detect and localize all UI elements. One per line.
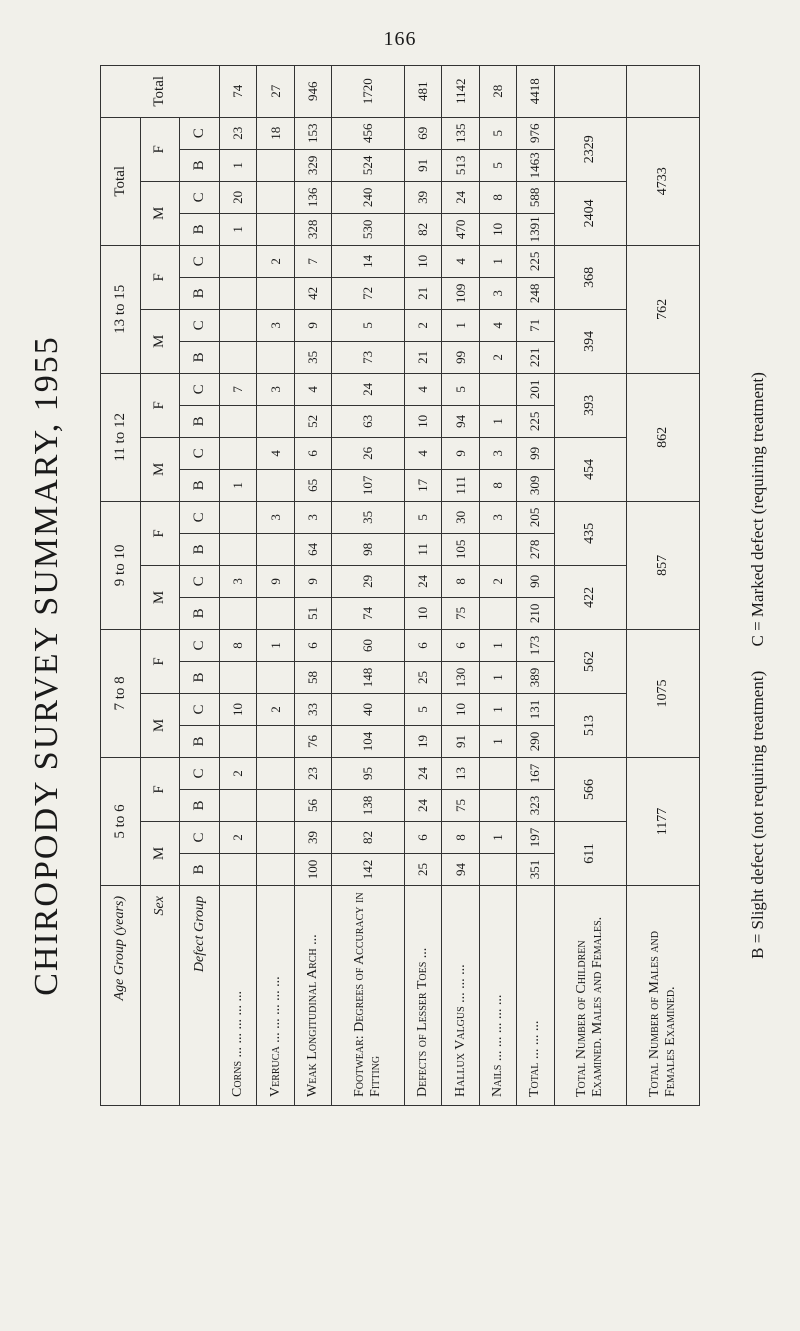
value-cell: 3 xyxy=(479,437,516,469)
row-label: Verruca ... ... ... ... ... xyxy=(257,886,294,1106)
sex-header: Sex xyxy=(140,886,180,1106)
value-cell: 8 xyxy=(219,629,256,661)
empty-cell xyxy=(554,65,627,117)
value-cell: 6 xyxy=(404,822,441,854)
defect-cell: B xyxy=(180,533,220,565)
defect-cell: C xyxy=(180,565,220,597)
value-cell: 201 xyxy=(517,373,554,405)
sex-cell: M xyxy=(140,822,180,886)
legend xyxy=(748,0,768,1331)
value-cell: 328 xyxy=(294,213,331,245)
row-label: Weak Longitudinal Arch ... xyxy=(294,886,331,1106)
value-cell xyxy=(257,597,294,629)
value-cell: 10 xyxy=(404,597,441,629)
value-cell: 3 xyxy=(479,501,516,533)
age-total-cell: 4733 xyxy=(627,117,700,245)
defect-group-header: Defect Group xyxy=(180,886,220,1106)
value-cell: 530 xyxy=(332,213,405,245)
value-cell: 9 xyxy=(294,565,331,597)
value-cell: 52 xyxy=(294,405,331,437)
value-cell: 100 xyxy=(294,854,331,886)
total-cell: 27 xyxy=(257,65,294,117)
value-cell xyxy=(257,213,294,245)
value-cell xyxy=(257,822,294,854)
value-cell: 23 xyxy=(219,117,256,149)
value-cell: 456 xyxy=(332,117,405,149)
sex-cell: M xyxy=(140,437,180,501)
defect-cell: C xyxy=(180,245,220,277)
value-cell: 10 xyxy=(442,693,479,725)
value-cell: 91 xyxy=(442,725,479,757)
value-cell xyxy=(219,533,256,565)
row-label: Total ... ... ... xyxy=(517,886,554,1106)
value-cell: 13 xyxy=(442,757,479,789)
value-cell: 91 xyxy=(404,149,441,181)
value-cell: 1 xyxy=(479,405,516,437)
value-cell: 94 xyxy=(442,854,479,886)
defect-cell: B xyxy=(180,469,220,501)
legend-marked-defect: C = Marked defect (requiring treatment) xyxy=(748,372,767,647)
defect-cell: C xyxy=(180,693,220,725)
value-cell: 73 xyxy=(332,341,405,373)
value-cell: 4 xyxy=(257,437,294,469)
value-cell xyxy=(219,341,256,373)
value-cell: 69 xyxy=(404,117,441,149)
value-cell: 56 xyxy=(294,790,331,822)
value-cell: 1 xyxy=(442,309,479,341)
age-total-cell: 1075 xyxy=(627,629,700,757)
value-cell xyxy=(219,437,256,469)
value-cell: 1 xyxy=(479,245,516,277)
value-cell: 5 xyxy=(332,309,405,341)
sex-total-cell: 454 xyxy=(554,437,627,501)
value-cell: 21 xyxy=(404,341,441,373)
value-cell: 82 xyxy=(404,213,441,245)
value-cell: 205 xyxy=(517,501,554,533)
value-cell xyxy=(219,790,256,822)
value-cell: 19 xyxy=(404,725,441,757)
value-cell: 4 xyxy=(442,245,479,277)
value-cell: 976 xyxy=(517,117,554,149)
age-total-cell: 857 xyxy=(627,501,700,629)
value-cell: 3 xyxy=(257,373,294,405)
value-cell: 5 xyxy=(404,693,441,725)
legend-slight-defect: B = Slight defect (not requiring treatment) xyxy=(748,670,767,959)
data-row xyxy=(332,65,405,1105)
header-sex-row xyxy=(140,65,180,1105)
total-cell: 481 xyxy=(404,65,441,117)
value-cell: 1 xyxy=(479,693,516,725)
value-cell: 389 xyxy=(517,661,554,693)
value-cell xyxy=(219,245,256,277)
value-cell: 94 xyxy=(442,405,479,437)
sex-total-cell: 611 xyxy=(554,822,627,886)
age-group-header: Age Group (years) xyxy=(101,886,141,1106)
value-cell: 148 xyxy=(332,661,405,693)
value-cell: 10 xyxy=(479,213,516,245)
value-cell: 39 xyxy=(294,822,331,854)
row-label: Hallux Valgus ... ... ... xyxy=(442,886,479,1106)
value-cell: 1 xyxy=(479,725,516,757)
value-cell: 33 xyxy=(294,693,331,725)
value-cell: 3 xyxy=(479,277,516,309)
value-cell: 35 xyxy=(332,501,405,533)
value-cell: 142 xyxy=(332,854,405,886)
value-cell: 42 xyxy=(294,277,331,309)
value-cell: 99 xyxy=(442,341,479,373)
value-cell: 76 xyxy=(294,725,331,757)
defect-cell: C xyxy=(180,822,220,854)
value-cell xyxy=(219,405,256,437)
value-cell: 29 xyxy=(332,565,405,597)
value-cell: 74 xyxy=(332,597,405,629)
total-cell: 74 xyxy=(219,65,256,117)
value-cell: 82 xyxy=(332,822,405,854)
value-cell: 6 xyxy=(442,629,479,661)
row-label: Nails ... ... ... ... ... xyxy=(479,886,516,1106)
value-cell: 1 xyxy=(219,149,256,181)
value-cell: 1 xyxy=(479,661,516,693)
value-cell: 2 xyxy=(479,565,516,597)
defect-cell: B xyxy=(180,405,220,437)
value-cell xyxy=(479,757,516,789)
value-cell: 173 xyxy=(517,629,554,661)
sex-total-cell: 422 xyxy=(554,565,627,629)
total-row xyxy=(517,65,554,1105)
value-cell: 1 xyxy=(479,629,516,661)
value-cell: 3 xyxy=(257,309,294,341)
value-cell: 1 xyxy=(219,469,256,501)
value-cell: 105 xyxy=(442,533,479,565)
value-cell: 351 xyxy=(517,854,554,886)
defect-cell: B xyxy=(180,597,220,629)
value-cell: 6 xyxy=(404,629,441,661)
value-cell: 210 xyxy=(517,597,554,629)
value-cell: 40 xyxy=(332,693,405,725)
value-cell: 4 xyxy=(294,373,331,405)
value-cell: 104 xyxy=(332,725,405,757)
age-group-5: Total xyxy=(101,117,141,245)
header-defect-row xyxy=(180,65,220,1105)
value-cell: 25 xyxy=(404,854,441,886)
value-cell: 24 xyxy=(404,565,441,597)
value-cell: 20 xyxy=(219,181,256,213)
males-females-examined-label: Total Number of Males and Females Examined. xyxy=(627,886,700,1106)
value-cell xyxy=(257,405,294,437)
value-cell: 225 xyxy=(517,405,554,437)
value-cell xyxy=(479,854,516,886)
data-row xyxy=(442,65,479,1105)
value-cell: 9 xyxy=(257,565,294,597)
row-label: Footwear: Degrees of Accuracy in Fitting xyxy=(332,886,405,1106)
sex-cell: M xyxy=(140,181,180,245)
value-cell: 35 xyxy=(294,341,331,373)
sex-cell: M xyxy=(140,565,180,629)
defect-cell: B xyxy=(180,341,220,373)
value-cell xyxy=(479,597,516,629)
value-cell: 111 xyxy=(442,469,479,501)
value-cell: 95 xyxy=(332,757,405,789)
sex-total-cell: 566 xyxy=(554,757,627,821)
age-group-2: 9 to 10 xyxy=(101,501,141,629)
value-cell xyxy=(479,373,516,405)
value-cell: 153 xyxy=(294,117,331,149)
value-cell: 107 xyxy=(332,469,405,501)
value-cell: 2 xyxy=(257,693,294,725)
value-cell: 24 xyxy=(442,181,479,213)
value-cell: 64 xyxy=(294,533,331,565)
males-females-examined-row xyxy=(627,65,700,1105)
value-cell: 8 xyxy=(479,469,516,501)
value-cell: 2 xyxy=(257,245,294,277)
value-cell: 1 xyxy=(479,822,516,854)
children-examined-row xyxy=(554,65,627,1105)
value-cell: 39 xyxy=(404,181,441,213)
value-cell: 24 xyxy=(404,790,441,822)
value-cell: 8 xyxy=(442,822,479,854)
value-cell: 4 xyxy=(404,437,441,469)
value-cell: 5 xyxy=(479,149,516,181)
defect-cell: C xyxy=(180,181,220,213)
value-cell xyxy=(257,790,294,822)
age-group-3: 11 to 12 xyxy=(101,373,141,501)
value-cell: 51 xyxy=(294,597,331,629)
value-cell: 14 xyxy=(332,245,405,277)
data-row xyxy=(219,65,256,1105)
value-cell: 63 xyxy=(332,405,405,437)
value-cell: 18 xyxy=(257,117,294,149)
sex-total-cell: 368 xyxy=(554,245,627,309)
age-group-4: 13 to 15 xyxy=(101,245,141,373)
age-total-cell: 862 xyxy=(627,373,700,501)
total-column-header: Total xyxy=(101,65,220,117)
value-cell: 99 xyxy=(517,437,554,469)
value-cell: 5 xyxy=(442,373,479,405)
value-cell: 513 xyxy=(442,149,479,181)
defect-cell: C xyxy=(180,117,220,149)
defect-cell: B xyxy=(180,277,220,309)
value-cell xyxy=(219,854,256,886)
value-cell: 278 xyxy=(517,533,554,565)
value-cell: 9 xyxy=(442,437,479,469)
value-cell: 2 xyxy=(479,341,516,373)
age-group-1: 7 to 8 xyxy=(101,629,141,757)
page-title: CHIROPODY SURVEY SUMMARY, 1955 xyxy=(28,335,65,996)
sex-cell: F xyxy=(140,501,180,565)
value-cell: 109 xyxy=(442,277,479,309)
value-cell xyxy=(219,661,256,693)
value-cell xyxy=(257,661,294,693)
defect-cell: C xyxy=(180,757,220,789)
value-cell xyxy=(257,757,294,789)
value-cell: 1 xyxy=(257,629,294,661)
sex-total-cell: 2404 xyxy=(554,181,627,245)
value-cell: 3 xyxy=(219,565,256,597)
value-cell: 1 xyxy=(219,213,256,245)
value-cell: 98 xyxy=(332,533,405,565)
sex-cell: F xyxy=(140,245,180,309)
defect-cell: C xyxy=(180,309,220,341)
value-cell: 65 xyxy=(294,469,331,501)
total-cell: 1720 xyxy=(332,65,405,117)
value-cell xyxy=(257,533,294,565)
value-cell: 290 xyxy=(517,725,554,757)
value-cell xyxy=(257,725,294,757)
value-cell: 10 xyxy=(404,405,441,437)
sex-total-cell: 394 xyxy=(554,309,627,373)
value-cell: 7 xyxy=(219,373,256,405)
value-cell: 130 xyxy=(442,661,479,693)
summary-table-container xyxy=(100,66,700,1106)
value-cell xyxy=(219,597,256,629)
value-cell: 24 xyxy=(332,373,405,405)
defect-cell: B xyxy=(180,854,220,886)
data-row xyxy=(404,65,441,1105)
defect-cell: B xyxy=(180,790,220,822)
value-cell: 8 xyxy=(479,181,516,213)
value-cell xyxy=(479,790,516,822)
value-cell: 7 xyxy=(294,245,331,277)
value-cell: 248 xyxy=(517,277,554,309)
value-cell: 3 xyxy=(257,501,294,533)
sex-cell: F xyxy=(140,629,180,693)
value-cell: 1463 xyxy=(517,149,554,181)
value-cell: 6 xyxy=(294,437,331,469)
value-cell: 23 xyxy=(294,757,331,789)
value-cell: 1391 xyxy=(517,213,554,245)
value-cell: 524 xyxy=(332,149,405,181)
defect-cell: B xyxy=(180,725,220,757)
age-group-0: 5 to 6 xyxy=(101,757,141,885)
empty-cell xyxy=(627,65,700,117)
value-cell: 323 xyxy=(517,790,554,822)
total-cell: 4418 xyxy=(517,65,554,117)
sex-total-cell: 562 xyxy=(554,629,627,693)
value-cell: 60 xyxy=(332,629,405,661)
defect-cell: C xyxy=(180,373,220,405)
header-age-row xyxy=(101,65,141,1105)
value-cell: 6 xyxy=(294,629,331,661)
sex-cell: M xyxy=(140,309,180,373)
data-row xyxy=(294,65,331,1105)
value-cell: 71 xyxy=(517,309,554,341)
total-cell: 1142 xyxy=(442,65,479,117)
value-cell: 11 xyxy=(404,533,441,565)
value-cell: 240 xyxy=(332,181,405,213)
sex-total-cell: 2329 xyxy=(554,117,627,181)
value-cell: 10 xyxy=(219,693,256,725)
defect-cell: C xyxy=(180,501,220,533)
value-cell xyxy=(257,149,294,181)
sex-total-cell: 435 xyxy=(554,501,627,565)
value-cell xyxy=(257,341,294,373)
sex-total-cell: 393 xyxy=(554,373,627,437)
sex-cell: F xyxy=(140,373,180,437)
age-total-cell: 762 xyxy=(627,245,700,373)
sex-cell: F xyxy=(140,757,180,821)
sex-cell: F xyxy=(140,117,180,181)
defect-cell: B xyxy=(180,149,220,181)
defect-cell: C xyxy=(180,437,220,469)
value-cell: 167 xyxy=(517,757,554,789)
value-cell: 9 xyxy=(294,309,331,341)
value-cell: 136 xyxy=(294,181,331,213)
value-cell: 4 xyxy=(479,309,516,341)
value-cell xyxy=(257,277,294,309)
value-cell: 21 xyxy=(404,277,441,309)
value-cell: 90 xyxy=(517,565,554,597)
row-label: Defects of Lesser Toes ... xyxy=(404,886,441,1106)
value-cell: 588 xyxy=(517,181,554,213)
value-cell: 10 xyxy=(404,245,441,277)
value-cell: 75 xyxy=(442,790,479,822)
value-cell: 4 xyxy=(404,373,441,405)
value-cell: 17 xyxy=(404,469,441,501)
survey-summary-table xyxy=(100,65,700,1106)
value-cell: 225 xyxy=(517,245,554,277)
value-cell: 2 xyxy=(404,309,441,341)
value-cell: 58 xyxy=(294,661,331,693)
sex-total-cell: 513 xyxy=(554,693,627,757)
value-cell: 470 xyxy=(442,213,479,245)
row-label: Corns ... ... ... ... ... xyxy=(219,886,256,1106)
value-cell: 24 xyxy=(404,757,441,789)
value-cell xyxy=(219,277,256,309)
value-cell: 72 xyxy=(332,277,405,309)
value-cell: 329 xyxy=(294,149,331,181)
children-examined-label: Total Number of Children Examined. Males and Females. xyxy=(554,886,627,1106)
value-cell: 221 xyxy=(517,341,554,373)
total-cell: 946 xyxy=(294,65,331,117)
value-cell: 131 xyxy=(517,693,554,725)
value-cell: 197 xyxy=(517,822,554,854)
value-cell: 5 xyxy=(479,117,516,149)
defect-cell: B xyxy=(180,213,220,245)
value-cell xyxy=(219,725,256,757)
value-cell: 138 xyxy=(332,790,405,822)
value-cell xyxy=(219,501,256,533)
page-number: 166 xyxy=(383,28,417,50)
value-cell: 26 xyxy=(332,437,405,469)
defect-cell: C xyxy=(180,629,220,661)
value-cell: 8 xyxy=(442,565,479,597)
value-cell xyxy=(257,181,294,213)
age-total-cell: 1177 xyxy=(627,757,700,885)
value-cell xyxy=(479,533,516,565)
data-row xyxy=(257,65,294,1105)
value-cell: 5 xyxy=(404,501,441,533)
value-cell: 2 xyxy=(219,757,256,789)
value-cell: 30 xyxy=(442,501,479,533)
value-cell: 25 xyxy=(404,661,441,693)
data-row xyxy=(479,65,516,1105)
value-cell xyxy=(219,309,256,341)
value-cell xyxy=(257,469,294,501)
total-cell: 28 xyxy=(479,65,516,117)
sex-cell: M xyxy=(140,693,180,757)
defect-cell: B xyxy=(180,661,220,693)
value-cell xyxy=(257,854,294,886)
value-cell: 3 xyxy=(294,501,331,533)
value-cell: 309 xyxy=(517,469,554,501)
value-cell: 75 xyxy=(442,597,479,629)
value-cell: 2 xyxy=(219,822,256,854)
value-cell: 135 xyxy=(442,117,479,149)
